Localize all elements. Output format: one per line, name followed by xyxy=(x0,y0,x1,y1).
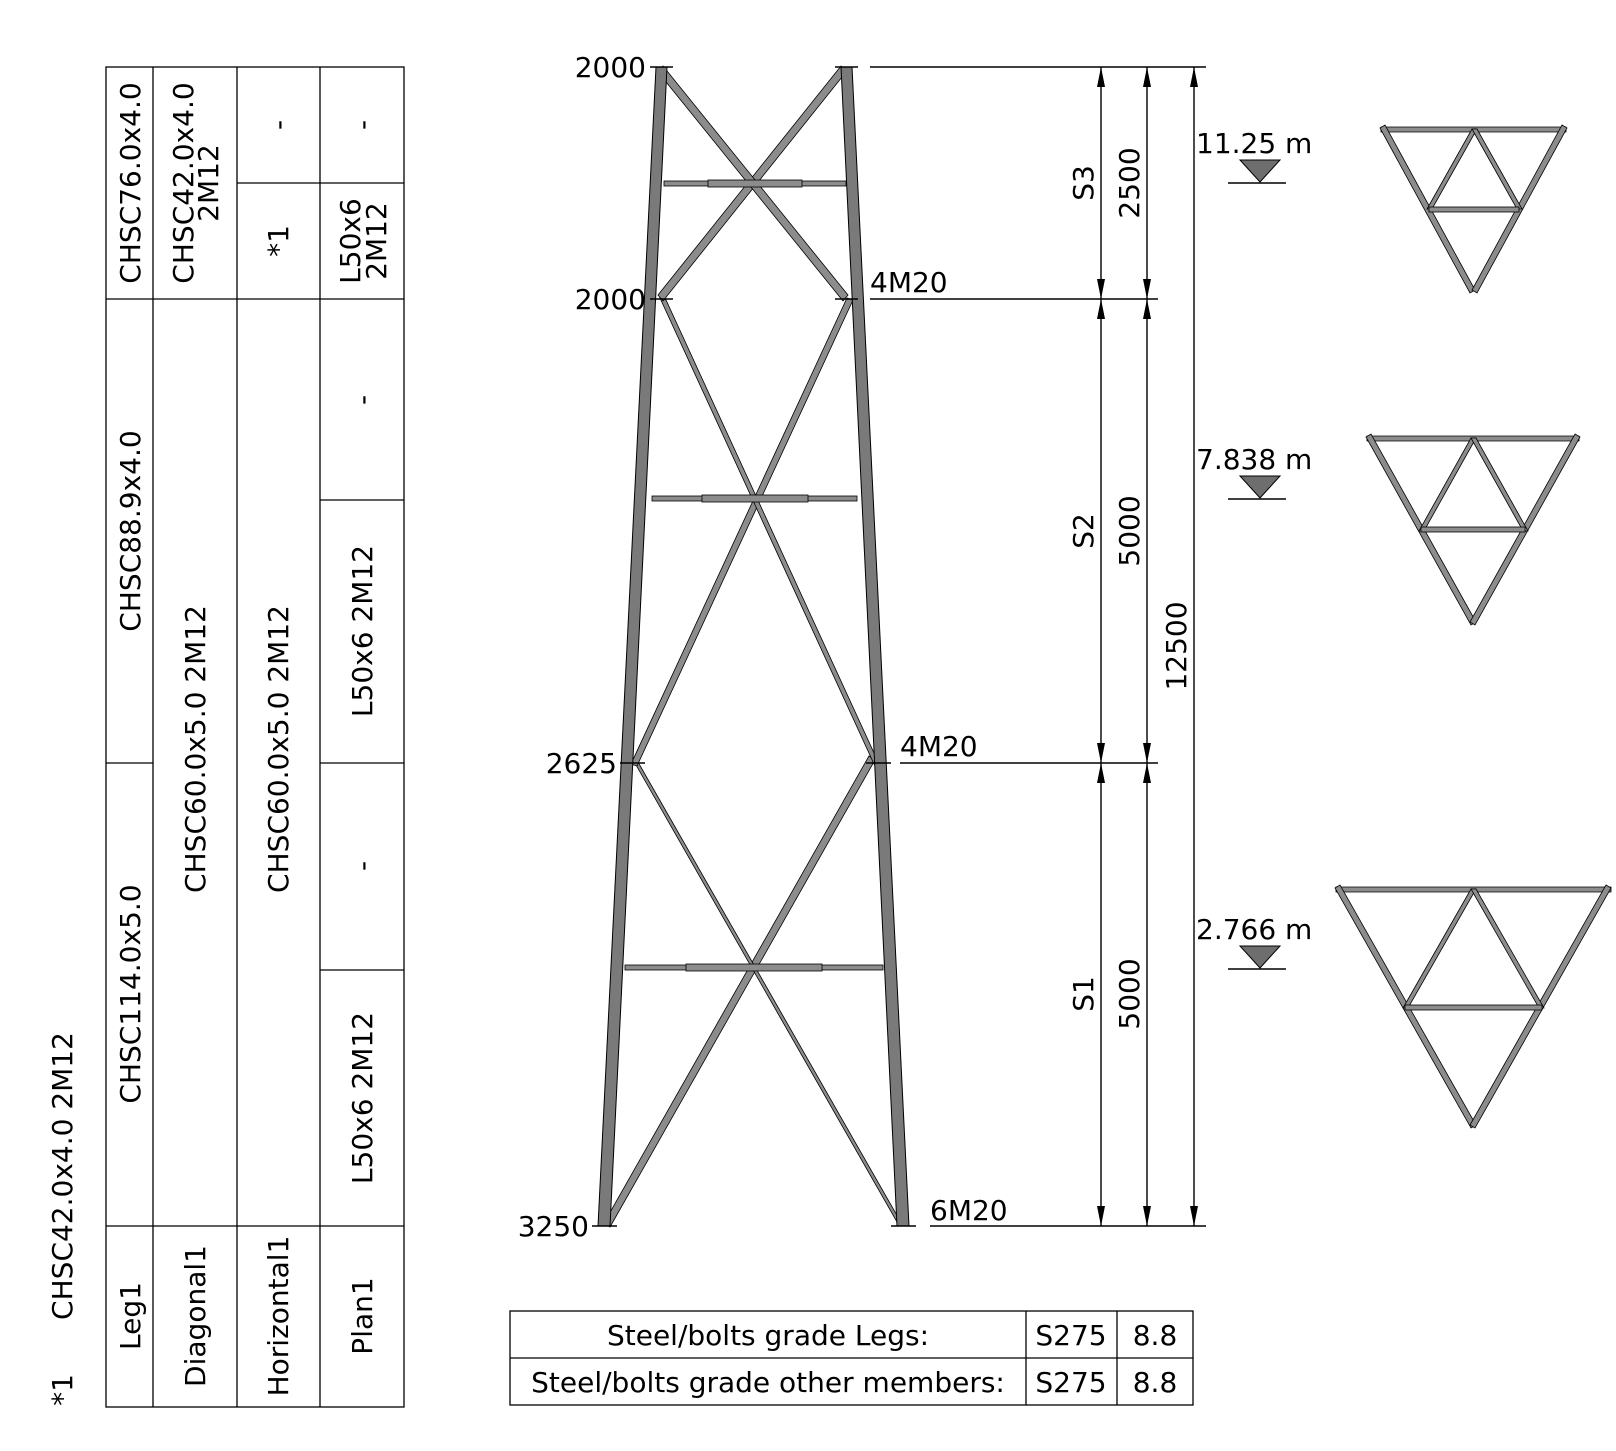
diagonal-member xyxy=(660,298,880,766)
grade-table xyxy=(510,1311,1193,1405)
level-triangle-icon xyxy=(1240,160,1280,182)
diagonal-s3-line2: 2M12 xyxy=(192,144,225,222)
height-label-s2: 5000 xyxy=(1113,495,1146,567)
bolt-label-s2-top: 4M20 xyxy=(870,266,948,299)
level-markers xyxy=(1196,127,1312,969)
plan-s1-upper: - xyxy=(346,860,379,872)
level-marker-s2 xyxy=(1196,443,1312,499)
plan-s2-upper: - xyxy=(346,394,379,406)
leg-s2: CHSC88.9x4.0 xyxy=(114,430,147,632)
footnote-marker: *1 xyxy=(46,1374,79,1406)
diagonal-member xyxy=(604,756,875,1227)
total-height-label: 12500 xyxy=(1160,601,1193,691)
plan-view-s1 xyxy=(1335,885,1611,1128)
grade-legs-bolts: 8.8 xyxy=(1132,1319,1178,1352)
plan-s3-lower-line2: 2M12 xyxy=(360,202,393,280)
diagonal-member xyxy=(631,298,853,766)
grade-other-bolts: 8.8 xyxy=(1132,1366,1178,1399)
diagonal-s3-line1: CHSC42.0x4.0 xyxy=(167,82,200,284)
grade-other-steel: S275 xyxy=(1035,1366,1107,1399)
tower-elevation xyxy=(518,51,1008,1243)
leg-right xyxy=(841,67,909,1226)
footnote xyxy=(46,1032,79,1406)
leg-s1: CHSC114.0x5.0 xyxy=(114,884,147,1104)
grade-legs-steel: S275 xyxy=(1035,1319,1107,1352)
plan-s3-upper: - xyxy=(346,119,379,131)
level-label-s2: 7.838 m xyxy=(1196,443,1313,476)
section-label-s3: S3 xyxy=(1067,165,1100,201)
horizontal-s1-s2: CHSC60.0x5.0 2M12 xyxy=(262,605,295,893)
section-label-s1: S1 xyxy=(1067,976,1100,1012)
horizontal-member xyxy=(686,964,822,971)
grade-other-label: Steel/bolts grade other members: xyxy=(531,1366,1005,1399)
dimensions xyxy=(870,67,1206,1226)
diagonal-s1-s2: CHSC60.0x5.0 2M12 xyxy=(179,605,212,893)
level-label-s3: 11.25 m xyxy=(1196,127,1313,160)
header-plan: Plan1 xyxy=(346,1277,379,1355)
footnote-text: CHSC42.0x4.0 2M12 xyxy=(46,1032,79,1320)
header-horizontal: Horizontal1 xyxy=(262,1235,295,1397)
level-triangle-icon xyxy=(1240,946,1280,968)
leg-s3: CHSC76.0x4.0 xyxy=(114,82,147,284)
section-label-s2: S2 xyxy=(1067,513,1100,549)
legs xyxy=(598,67,909,1226)
level-marker-s1 xyxy=(1196,913,1312,969)
horizontal-s3-lower: *1 xyxy=(262,225,295,257)
width-label-s1-top: 2625 xyxy=(545,747,617,780)
member-table xyxy=(106,67,404,1407)
horizontal-s3-upper: - xyxy=(262,119,295,131)
header-leg: Leg1 xyxy=(114,1282,147,1350)
width-label-s2-top: 2000 xyxy=(574,283,646,316)
height-label-s3: 2500 xyxy=(1113,147,1146,219)
bolt-label-s1-top: 4M20 xyxy=(900,730,978,763)
level-marker-s3 xyxy=(1196,127,1312,183)
header-diagonal: Diagonal1 xyxy=(179,1245,212,1387)
plan-view-s3 xyxy=(1380,125,1567,293)
diagonal-member xyxy=(632,758,903,1226)
grade-legs-label: Steel/bolts grade Legs: xyxy=(606,1319,930,1352)
joint-ticks xyxy=(592,67,916,1226)
plan-view-s2 xyxy=(1366,434,1580,625)
width-label-top: 2000 xyxy=(574,51,646,84)
height-label-s1: 5000 xyxy=(1113,958,1146,1030)
plan-s1-lower: L50x6 2M12 xyxy=(346,1011,379,1185)
leg-left xyxy=(598,67,667,1226)
bolt-label-base: 6M20 xyxy=(930,1194,1008,1227)
width-label-base: 3250 xyxy=(517,1210,589,1243)
plan-s3-lower-line1: L50x6 xyxy=(334,198,367,284)
plan-s2-lower: L50x6 2M12 xyxy=(346,544,379,718)
horizontal-member xyxy=(702,495,808,502)
level-label-s1: 2.766 m xyxy=(1196,913,1313,946)
level-triangle-icon xyxy=(1240,476,1280,498)
horizontal-member xyxy=(708,180,802,187)
